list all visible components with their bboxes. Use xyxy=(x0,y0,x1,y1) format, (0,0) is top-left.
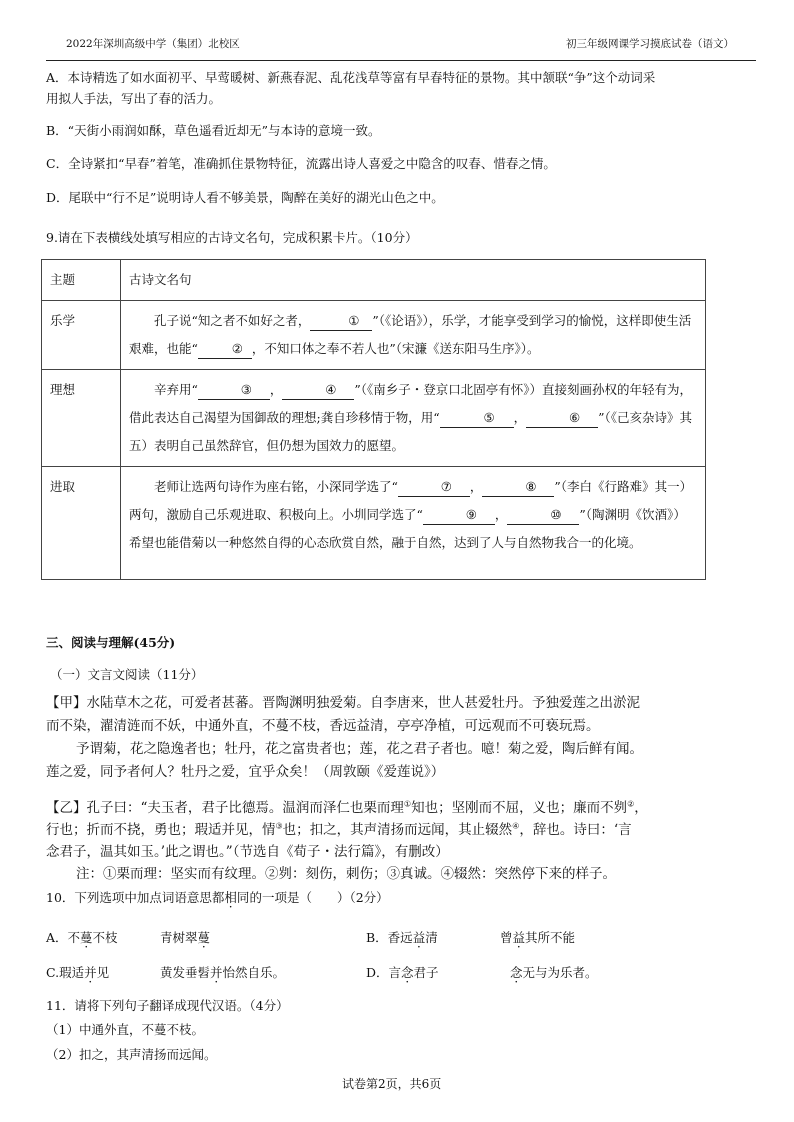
blank-2[interactable]: ② xyxy=(198,340,252,359)
q10-option-d[interactable]: D．言念君子 xyxy=(366,965,439,980)
header-divider xyxy=(46,60,756,61)
option-d: D．尾联中“行不足”说明诗人看不够美景，陶醉在美好的湖光山色之中。 xyxy=(46,190,444,205)
q10-option-c-compare: 黄发垂髫并怡然自乐。 xyxy=(160,965,286,980)
q10-option-a-compare: 青树翠蔓 xyxy=(160,930,211,945)
header-exam-title: 初三年级网课学习摸底试卷（语文） xyxy=(566,38,734,50)
blank-10[interactable]: ⑩ xyxy=(507,506,579,525)
table-row xyxy=(42,467,706,580)
q10-option-b[interactable]: B．香远益清 xyxy=(366,930,438,945)
header-school: 2022年深圳高级中学（集团）北校区 xyxy=(66,38,240,50)
option-b: B．“天街小雨润如酥，草色遥看近却无”与本诗的意境一致。 xyxy=(46,123,381,138)
topic-cell: 进取 xyxy=(42,467,121,580)
blank-3[interactable]: ③ xyxy=(198,381,270,400)
passage-jia-line2: 而不染，濯清涟而不妖，中通外直，不蔓不枝，香远益清，亭亭净植，可远观而不可亵玩焉。 xyxy=(46,718,600,734)
topic-cell: 理想 xyxy=(42,370,121,467)
passage-jia-line1: 【甲】水陆草木之花，可爱者甚蕃。晋陶渊明独爱菊。自李唐来，世人甚爱牡丹。予独爱莲之出淤泥 xyxy=(46,695,640,711)
passage-yi-line1: 【乙】孔子曰：“夫玉者，君子比德焉。温润而泽仁也栗而理①知也；坚刚而不屈，义也；廉而不刿②， xyxy=(46,799,648,816)
q10-option-c[interactable]: C.瑕适并见 xyxy=(46,965,110,980)
passage-jia-line3: 予谓菊，花之隐逸者也；牡丹，花之富贵者也；莲，花之君子者也。噫！菊之爱，陶后鲜有闻。 xyxy=(76,741,643,757)
accumulation-card-table xyxy=(41,259,706,580)
option-a-line1: A．本诗精选了如水面初平、早莺暖树、新燕春泥、乱花浅草等富有早春特征的景物。其中颔联“争”这个动词采 xyxy=(46,70,656,85)
q10-option-a[interactable]: A．不蔓不枝 xyxy=(46,930,118,945)
content-cell: 孔子说“知之者不如好之者， ① ”（《论语》），乐学，才能享受到学习的愉悦，这样即使生活艰难，也能“ ② ，不知口体之奉不若人也”（宋濂《送东阳马生序》）。 xyxy=(121,301,706,370)
passage-yi-line3: 念君子，温其如玉。’此之谓也。”（节选自《荀子・法行篇》，有删改） xyxy=(46,844,449,860)
blank-1[interactable]: ① xyxy=(310,312,372,331)
blank-6[interactable]: ⑥ xyxy=(526,409,598,428)
table-row xyxy=(42,301,706,370)
topic-cell: 乐学 xyxy=(42,301,121,370)
option-a-line2: 用拟人手法，写出了春的活力。 xyxy=(46,91,222,106)
question-10-title: 10．下列选项中加点词语意思都相同的一项是（ ）（2分） xyxy=(46,890,389,905)
q10-option-d-compare: 念无与为乐者。 xyxy=(510,965,598,980)
passage-notes: 注：①栗而理：坚实而有纹理。②刿：刻伤，刺伤；③真诚。④辍然：突然停下来的样子。 xyxy=(76,866,616,882)
blank-8[interactable]: ⑧ xyxy=(482,478,554,497)
question-11-title: 11．请将下列句子翻译成现代汉语。（4分） xyxy=(46,998,289,1013)
blank-9[interactable]: ⑨ xyxy=(423,506,495,525)
header-topic: 主题 xyxy=(42,260,121,301)
content-cell: 老师让选两句诗作为座右铭，小深同学选了“ ⑦ ， ⑧ ”（李白《行路难》其一）两句，激励自己乐观进取、积极向上。小圳同学选了“ ⑨ ， ⑩ ”（陶渊明《饮酒》）希望也能借菊以一种悠然自得的心态欣赏自然，融于自然，达到了人与自然物我合一的化境。 xyxy=(121,467,706,580)
passage-yi-line2: 行也；折而不挠，勇也；瑕适并见，情③也；扣之，其声清扬而远闻，其止辍然④，辞也。诗曰：‘言 xyxy=(46,821,632,838)
blank-4[interactable]: ④ xyxy=(282,381,354,400)
page-footer: 试卷第2页，共6页 xyxy=(342,1077,442,1091)
blank-5[interactable]: ⑤ xyxy=(440,409,514,428)
q10-option-b-compare: 曾益其所不能 xyxy=(500,930,576,945)
question-9-title: 9.请在下表横线处填写相应的古诗文名句，完成积累卡片。（10分） xyxy=(46,230,418,245)
section-3-subtitle: （一）文言文阅读（11分） xyxy=(50,667,204,682)
q11-sentence-1: （1）中通外直，不蔓不枝。 xyxy=(46,1022,204,1037)
content-cell: 辛弃用“ ③ ， ④ ”（《南乡子・登京口北固亭有怀》）直接刻画孙权的年轻有为，借此表达自己渴望为国御敌的理想;龚自珍移情于物，用“ ⑤ ， ⑥ ”（《己亥杂诗》其五）表明自己虽然辞官，但仍想为国效力的愿望。 xyxy=(121,370,706,467)
blank-7[interactable]: ⑦ xyxy=(398,478,470,497)
q11-sentence-2: （2）扣之，其声清扬而远闻。 xyxy=(46,1047,217,1062)
table-row xyxy=(42,370,706,467)
passage-jia-line4: 莲之爱，同予者何人？牡丹之爱，宜乎众矣！（周敦颐《爱莲说》） xyxy=(46,764,445,780)
section-3-title: 三、阅读与理解(45分) xyxy=(46,635,176,650)
table-header-row xyxy=(42,260,706,301)
option-c: C．全诗紧扣“早春”着笔，准确抓住景物特征，流露出诗人喜爱之中隐含的叹春、惜春之情。 xyxy=(46,156,556,171)
header-content: 古诗文名句 xyxy=(121,260,706,301)
